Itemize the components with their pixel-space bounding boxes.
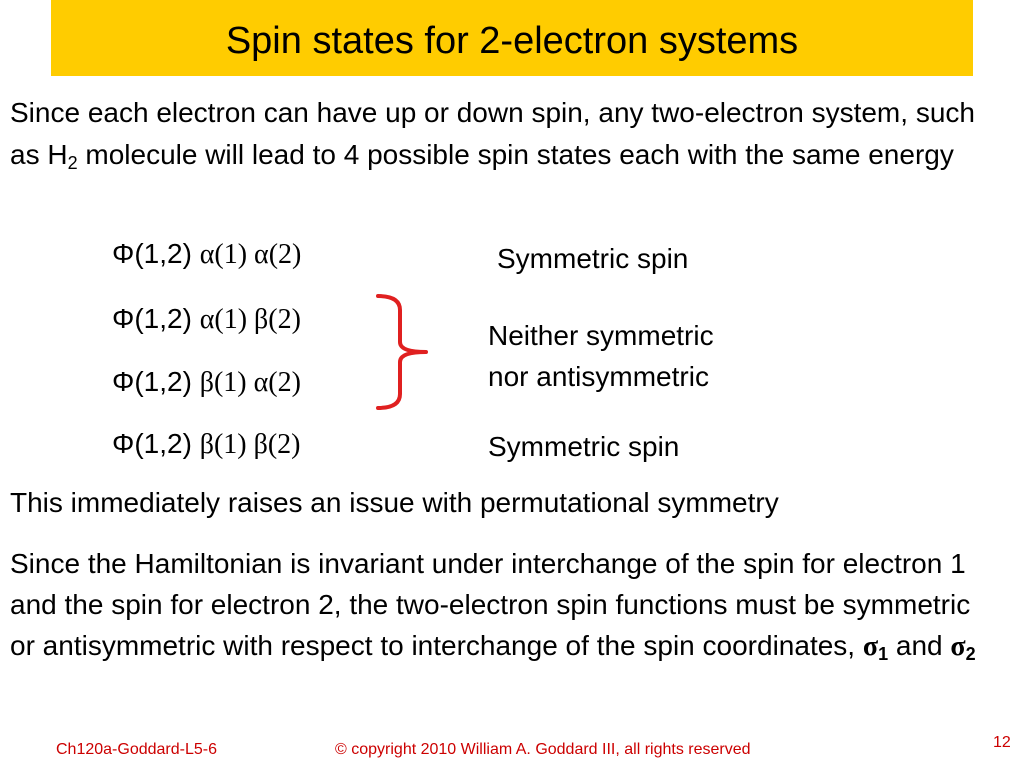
intro-text-1: Since each electron can have up or down spin, any two-electron system, such as H (10, 97, 975, 170)
state-spins: β(1) α(2) (199, 367, 301, 398)
neither-label-line2: nor antisymmetric (488, 361, 709, 392)
state-spins: α(1) β(2) (199, 304, 301, 335)
footer-copyright: © copyright 2010 William A. Goddard III, all rights reserved (335, 741, 751, 758)
and-text: and (888, 630, 951, 661)
hamiltonian-text: Since the Hamiltonian is invariant under interchange of the spin for electron 1 and the spin for electron 2, the two-electron spin functions must be symmetric or antisymmetric with respect to interchange of the spin coordinates, (10, 548, 971, 661)
intro-text-2: molecule will lead to 4 possible spin states each with the same energy (77, 139, 954, 170)
intro-subscript: 2 (67, 153, 78, 173)
state-row-2 (112, 303, 301, 336)
footer-page-number: 12 (993, 734, 1011, 751)
sigma-symbol: σ (950, 631, 966, 662)
symmetric-label-top: Symmetric spin (497, 243, 689, 274)
slide-title: Spin states for 2-electron systems (225, 19, 799, 62)
state-spins: β(1) β(2) (199, 429, 301, 460)
sigma-symbol: σ (862, 631, 879, 662)
state-spins: α(1) α(2) (199, 239, 302, 270)
state-prefix: Φ(1,2) (112, 238, 200, 269)
state-row-3 (112, 366, 301, 399)
state-prefix: Φ(1,2) (112, 303, 200, 334)
intro-paragraph (10, 92, 1010, 176)
hamiltonian-paragraph (10, 543, 1000, 667)
state-prefix: Φ(1,2) (112, 428, 200, 459)
neither-label-line1: Neither symmetric (488, 320, 714, 351)
issue-paragraph: This immediately raises an issue with permutational symmetry (10, 487, 779, 518)
state-prefix: Φ(1,2) (112, 366, 200, 397)
curly-brace-icon (374, 292, 434, 412)
footer-course: Ch120a-Goddard-L5-6 (56, 741, 217, 758)
state-row-1 (112, 238, 301, 271)
symmetric-label-bottom: Symmetric spin (488, 431, 680, 462)
state-row-4 (112, 428, 301, 461)
sigma-subscript-2: 2 (965, 644, 976, 664)
title-bar (51, 0, 973, 76)
sigma-subscript-1: 1 (878, 644, 889, 664)
